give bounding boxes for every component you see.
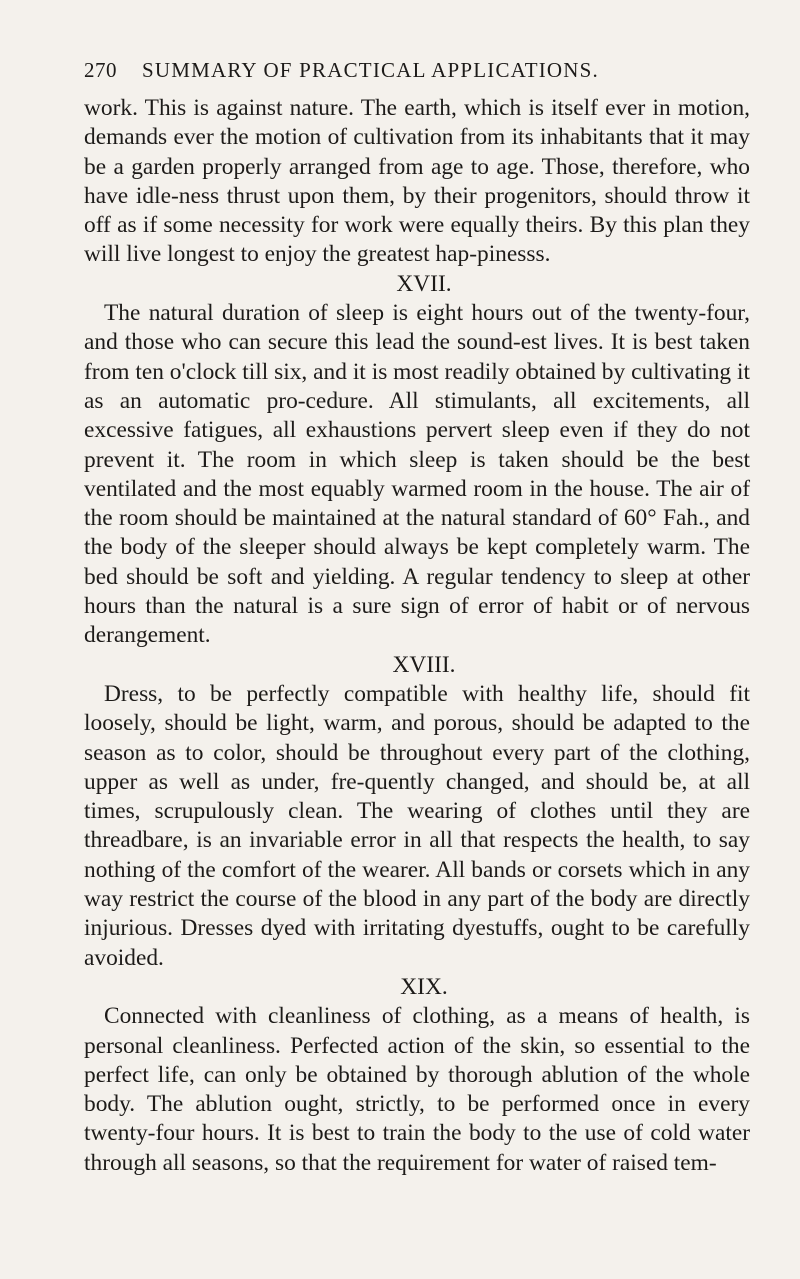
section-xix-paragraph: Connected with cleanliness of clothing, as a means of health, is personal cleanliness. Perfected action of the skin, so essential to the perfect life, can only be obtained by thorough ablution of the whole body. The ablution ought, strictly, to be performed once in every twenty-four hours. It is best to train the body to the use of cold water through all seasons, so that the requirement for water of raised tem-	[84, 1003, 750, 1176]
section-number-xix: XIX.	[400, 973, 448, 1000]
running-head	[84, 58, 750, 94]
continuation-paragraph: work. This is against nature. The earth, which is itself ever in motion, demands ever the motion of cultivation from its inhabitants that it may be a garden properly arranged from age to age. Those, therefore, who have idle-ness thrust upon them, by their progenitors, should throw it off as if some necessity for work were equally theirs. By this plan they will live longest to enjoy the greatest hap-pinesss.	[84, 95, 750, 268]
section-xviii-paragraph: Dress, to be perfectly compatible with healthy life, should fit loosely, should be light, warm, and porous, should be adapted to the season as to color, should be throughout every part of the clothing, upper as well as under, fre-quently changed, and should be, at all times, scrupulously clean. The wearing of clothes until they are threadbare, is an invariable error in all that respects the health, to say nothing of the comfort of the wearer. All bands or corsets which in any way restrict the course of the blood in any part of the body are directly injurious. Dresses dyed with irritating dyestuffs, ought to be carefully avoided.	[84, 680, 750, 971]
section-xvii-paragraph: The natural duration of sleep is eight hours out of the twenty-four, and those who can secure this lead the sound-est lives. It is best taken from ten o'clock till six, and it is most readily obtained by cultivating it as an automatic pro-cedure. All stimulants, all excitements, all excessive fatigues, all exhaustions pervert sleep even if they do not prevent it. The room in which sleep is taken should be the best ventilated and the most equably warmed room in the house. The air of the room should be maintained at the natural standard of 60° Fah., and the body of the sleeper should always be kept completely warm. The bed should be soft and yielding. A regular tendency to sleep at other hours than the natural is a sure sign of error of habit or of nervous derangement.	[84, 300, 750, 649]
running-title: SUMMARY OF PRACTICAL APPLICATIONS.	[142, 58, 599, 82]
section-number-xvii: XVII.	[396, 270, 452, 297]
section-number-xviii: XVIII.	[392, 651, 456, 678]
page-number: 270	[84, 58, 117, 82]
body-text	[84, 94, 750, 1178]
